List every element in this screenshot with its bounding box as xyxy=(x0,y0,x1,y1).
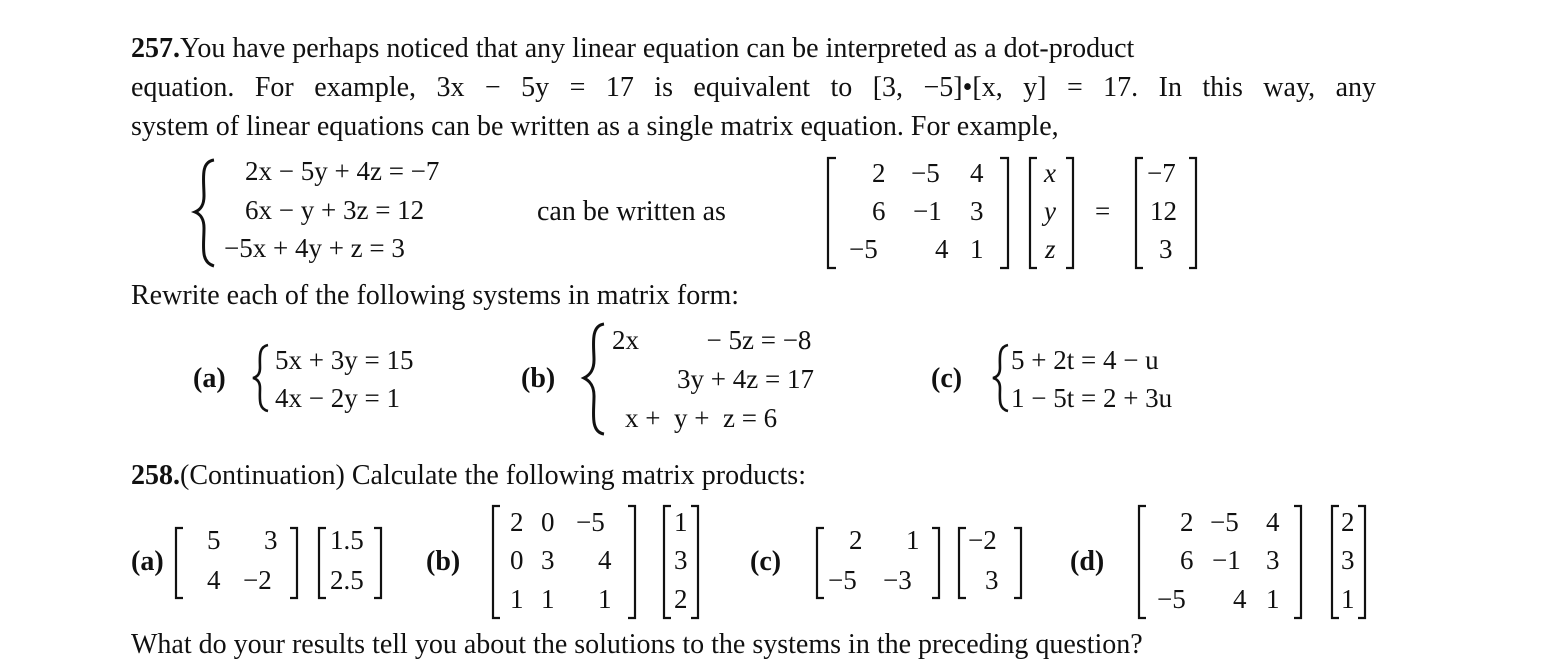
257a-eq-1: 5x + 3y = 15 xyxy=(275,345,414,375)
example-matrix-r1c2: −5 xyxy=(911,158,940,188)
258b-matrix-r1c3: −5 xyxy=(576,507,605,537)
final-question: What do your results tell you about the solutions to the systems in the preceding question? xyxy=(131,629,1143,660)
258b-matrix-r2c3: 4 xyxy=(598,545,612,575)
258b-matrix-left-bracket xyxy=(493,506,500,618)
258c-matrix-r1c1: 2 xyxy=(849,525,863,555)
258a-vector-left-bracket xyxy=(319,528,326,598)
258d-matrix-r2c3: 3 xyxy=(1266,545,1280,575)
257c-brace xyxy=(993,345,1008,411)
258d-matrix-r1c3: 4 xyxy=(1266,507,1280,537)
257c-eq-2: 1 − 5t = 2 + 3u xyxy=(1011,383,1173,413)
258d-matrix-r2c1: 6 xyxy=(1180,545,1194,575)
257b-eq-2: 3y + 4z = 17 xyxy=(677,364,814,394)
problem-258-number: 258. xyxy=(131,460,180,491)
258d-matrix-r2c2: −1 xyxy=(1212,545,1241,575)
258b-matrix-r3c3: 1 xyxy=(598,584,612,614)
example-rhs-1: −7 xyxy=(1147,158,1176,188)
258b-matrix-r2c2: 3 xyxy=(541,545,555,575)
problem-257-text-1: You have perhaps noticed that any linear equation can be interpreted as a dot-product xyxy=(180,33,1135,64)
258d-matrix-r3c3: 1 xyxy=(1266,584,1280,614)
258b-matrix-right-bracket xyxy=(628,506,635,618)
problem-258-intro: (Continuation) Calculate the following matrix products: xyxy=(180,460,806,491)
257a-label: (a) xyxy=(193,363,226,394)
example-system-brace xyxy=(195,160,214,266)
example-rhs-3: 3 xyxy=(1159,234,1173,264)
258b-vector-2: 3 xyxy=(674,545,688,575)
258d-matrix-right-bracket xyxy=(1294,506,1301,618)
258c-matrix-r2c2: −3 xyxy=(883,565,912,595)
258a-vector-1: 1.5 xyxy=(330,525,364,555)
258c-label: (c) xyxy=(750,546,782,577)
258b-matrix-r1c2: 0 xyxy=(541,507,555,537)
257a-brace xyxy=(253,345,268,411)
258c-vector-left-bracket xyxy=(959,528,966,598)
example-matrix-r1c1: 2 xyxy=(872,158,886,188)
example-matrix-r1c3: 4 xyxy=(970,158,984,188)
example-matrix-r3c3: 1 xyxy=(970,234,984,264)
258c-matrix-left-bracket xyxy=(817,528,824,598)
258c-vector-right-bracket xyxy=(1014,528,1021,598)
258a-matrix-r1c2: 3 xyxy=(264,525,278,555)
258d-vector-1: 2 xyxy=(1341,507,1355,537)
example-matrix-r3c2: 4 xyxy=(935,234,949,264)
problem-257-number: 257. xyxy=(131,33,180,64)
example-rhs-2: 12 xyxy=(1150,196,1177,226)
rewrite-instruction: Rewrite each of the following systems in matrix form: xyxy=(131,280,740,311)
258c-matrix-r1c2: 1 xyxy=(906,525,920,555)
problem-257-line-3: system of linear equations can be written as a single matrix equation. For example, xyxy=(131,111,1059,142)
problem-258-line xyxy=(131,460,806,492)
257a-eq-2: 4x − 2y = 1 xyxy=(275,383,400,413)
258c-vector-1: −2 xyxy=(968,525,997,555)
example-matrix-right-bracket xyxy=(1000,158,1008,268)
258b-vector-right-bracket xyxy=(691,506,698,618)
258d-vector-2: 3 xyxy=(1341,545,1355,575)
258d-matrix-left-bracket xyxy=(1139,506,1146,618)
example-var-z: z xyxy=(1045,234,1056,264)
example-vars-right-bracket xyxy=(1066,158,1073,268)
257b-label: (b) xyxy=(521,363,556,394)
257c-eq-1: 5 + 2t = 4 − u xyxy=(1011,345,1159,375)
example-rhs-right-bracket xyxy=(1189,158,1196,268)
example-var-y: y xyxy=(1044,196,1056,226)
258c-matrix-right-bracket xyxy=(932,528,939,598)
258b-matrix-r2c1: 0 xyxy=(510,545,524,575)
example-matrix-r2c1: 6 xyxy=(872,196,886,226)
257c-label: (c) xyxy=(931,363,963,394)
example-eq-3: −5x + 4y + z = 3 xyxy=(224,233,405,263)
problem-257-line-2: equation. For example, 3x − 5y = 17 is equivalent to [3, −5]•[x, y] = 17. In this way, any xyxy=(131,72,1376,103)
258d-vector-3: 1 xyxy=(1341,584,1355,614)
258b-matrix-r3c2: 1 xyxy=(541,584,555,614)
258d-label: (d) xyxy=(1070,546,1105,577)
example-eq-1: 2x − 5y + 4z = −7 xyxy=(245,156,440,186)
can-be-written-as: can be written as xyxy=(537,196,726,227)
258a-matrix-r1c1: 5 xyxy=(207,525,221,555)
example-var-x: x xyxy=(1044,158,1056,188)
258a-vector-right-bracket xyxy=(374,528,381,598)
258b-matrix-r1c1: 2 xyxy=(510,507,524,537)
258b-matrix-r3c1: 1 xyxy=(510,584,524,614)
258d-matrix-r1c2: −5 xyxy=(1210,507,1239,537)
example-matrix-r2c3: 3 xyxy=(970,196,984,226)
example-matrix-r2c2: −1 xyxy=(913,196,942,226)
258a-label: (a) xyxy=(131,546,164,577)
258d-vector-left-bracket xyxy=(1332,506,1339,618)
258c-vector-2: 3 xyxy=(985,565,999,595)
258d-vector-right-bracket xyxy=(1358,506,1365,618)
258b-label: (b) xyxy=(426,546,461,577)
258a-matrix-left-bracket xyxy=(176,528,183,598)
example-eq-2: 6x − y + 3z = 12 xyxy=(245,195,425,225)
258d-matrix-r3c2: 4 xyxy=(1233,584,1247,614)
257b-brace xyxy=(584,324,604,434)
258c-matrix-r2c1: −5 xyxy=(828,565,857,595)
258d-matrix-r3c1: −5 xyxy=(1157,584,1186,614)
258d-matrix-r1c1: 2 xyxy=(1180,507,1194,537)
258b-vector-1: 1 xyxy=(674,507,688,537)
example-vars-left-bracket xyxy=(1030,158,1037,268)
258a-matrix-r2c2: −2 xyxy=(243,565,272,595)
example-equals: = xyxy=(1095,196,1111,226)
example-rhs-left-bracket xyxy=(1136,158,1143,268)
258b-vector-3: 2 xyxy=(674,584,688,614)
example-matrix-left-bracket xyxy=(828,158,836,268)
258a-matrix-right-bracket xyxy=(290,528,297,598)
example-matrix-r3c1: −5 xyxy=(849,234,878,264)
258b-vector-left-bracket xyxy=(664,506,671,618)
258a-matrix-r2c1: 4 xyxy=(207,565,221,595)
257b-eq-3: x + y + z = 6 xyxy=(625,403,778,433)
257b-eq-1: 2x − 5z = −8 xyxy=(612,325,812,355)
258a-vector-2: 2.5 xyxy=(330,565,364,595)
